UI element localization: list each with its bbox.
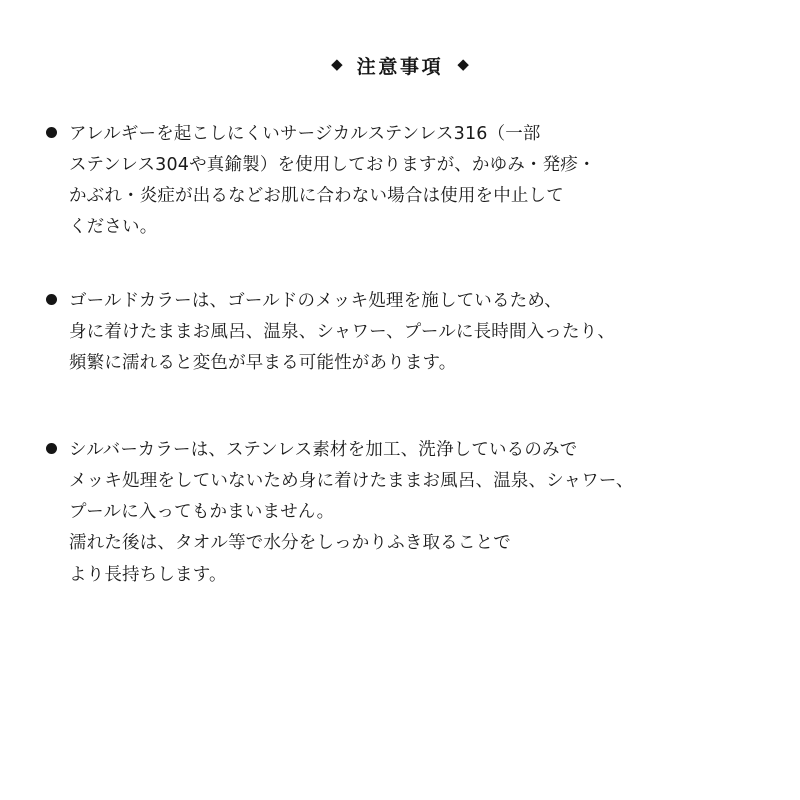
- list-item: [46, 119, 760, 244]
- list-item-line: ステンレス304や真鍮製）を使用しておりますが、かゆみ・発疹・: [69, 155, 596, 176]
- bullet-icon: [46, 443, 57, 454]
- list-item-line: ください。: [69, 217, 158, 238]
- list-item-line: より長持ちします。: [69, 564, 227, 585]
- diamond-left-icon: ◆: [331, 55, 343, 73]
- list-item-line: 頻繁に濡れると変色が早まる可能性があります。: [69, 352, 457, 373]
- page-title: [40, 52, 760, 79]
- list-item-body: [69, 435, 760, 591]
- bullet-icon: [46, 294, 57, 305]
- list-item-line: シルバーカラーは、ステンレス素材を加工、洗浄しているのみで: [69, 439, 578, 460]
- bullet-icon: [46, 127, 57, 138]
- page-title-text: 注意事項: [356, 56, 444, 78]
- list-item-line: かぶれ・炎症が出るなどお肌に合わない場合は使用を中止して: [69, 186, 564, 207]
- list-item-line: 濡れた後は、タオル等で水分をしっかりふき取ることで: [69, 533, 511, 554]
- list-item: [46, 286, 760, 379]
- list-item-line: 身に着けたままお風呂、温泉、シャワー、プールに長時間入ったり、: [69, 321, 615, 342]
- list-item-line: プールに入ってもかまいません。: [69, 502, 335, 523]
- list-item-line: ゴールドカラーは、ゴールドのメッキ処理を施しているため、: [69, 290, 562, 311]
- diamond-right-icon: ◆: [457, 55, 469, 73]
- list-item-line: メッキ処理をしていないため身に着けたままお風呂、温泉、シャワー、: [69, 471, 634, 492]
- list-item: [46, 435, 760, 591]
- list-item-body: [69, 119, 760, 244]
- list-item-body: [69, 286, 760, 379]
- notice-list: [40, 119, 760, 591]
- list-item-line: アレルギーを起こしにくいサージカルステンレス316（一部: [69, 124, 541, 144]
